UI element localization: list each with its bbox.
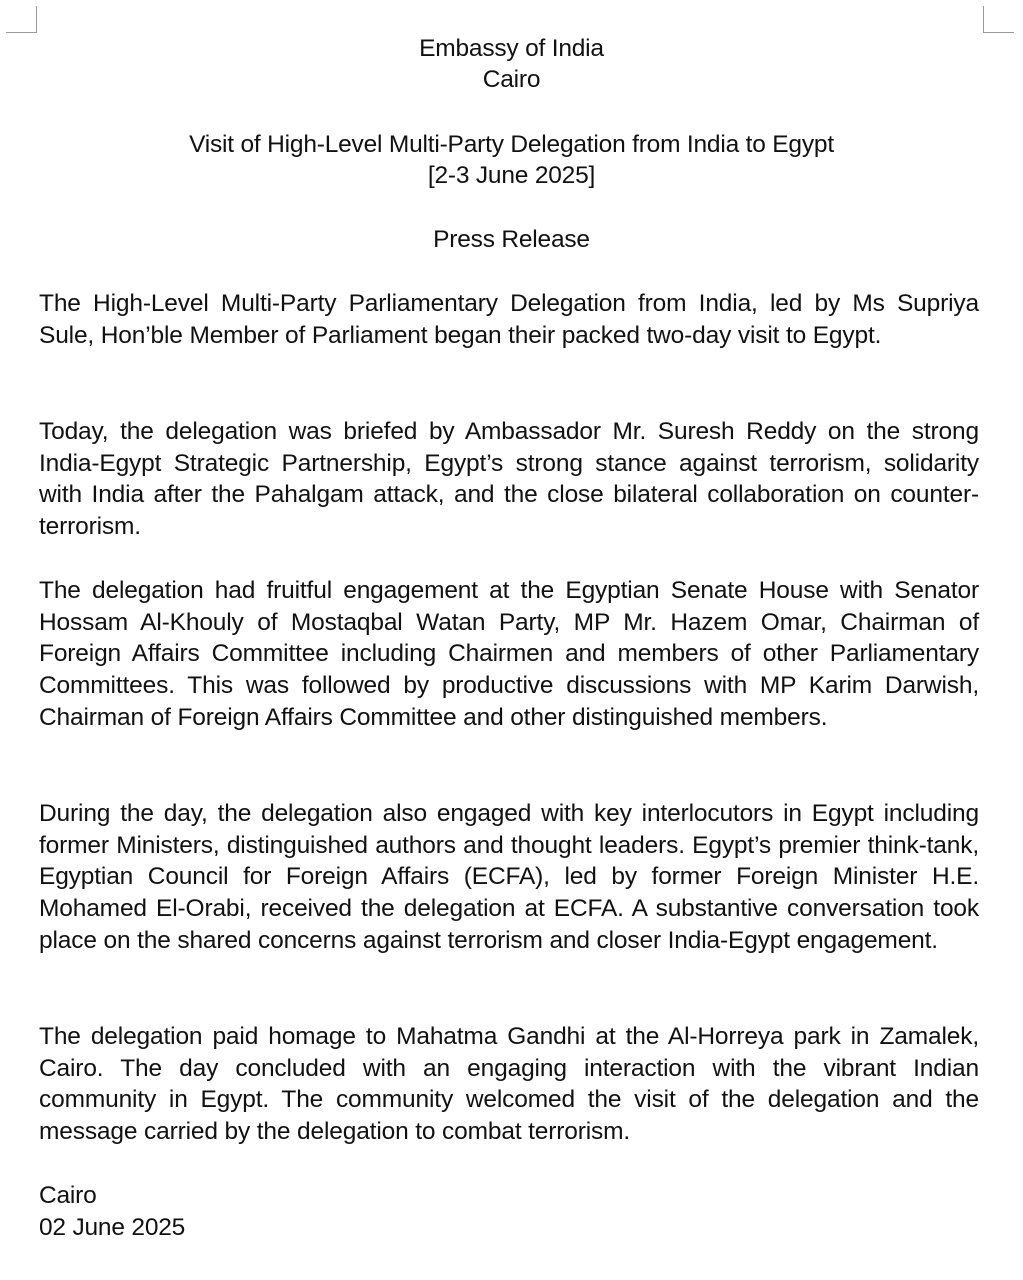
release-type-label: Press Release: [433, 226, 590, 253]
body-paragraph-1: The High-Level Multi-Party Parliamentary Delegation from India, led by Ms Supriya Sule, Hon’ble Member of Parliament began their packed two-day visit to Egypt.: [39, 290, 979, 349]
letterhead: [0, 33, 1023, 95]
body-paragraph-3: The delegation had fruitful engagement at the Egyptian Senate House with Senator Hossam Al-Khouly of Mostaqbal Watan Party, MP Mr. Hazem Omar, Chairman of Foreign Affairs Committee including Chairmen and members of other Parliamentary Committees. This was followed by productive discussions with MP Karim Darwish, Chairman of Foreign Affairs Committee and other distinguished members.: [39, 577, 979, 731]
release-type: [0, 224, 1023, 255]
signoff-place: Cairo: [39, 1182, 97, 1209]
signoff: [39, 1180, 185, 1243]
crop-mark-top-right: [983, 6, 1014, 33]
title-line: Visit of High-Level Multi-Party Delegation from India to Egypt: [189, 131, 834, 158]
body-paragraph-4: During the day, the delegation also engaged with key interlocutors in Egypt including former Ministers, distinguished authors and thought leaders. Egypt’s premier think-tank, Egyptian Council for Foreign Affairs (ECFA), led by former Foreign Minister H.E. Mohamed El-Orabi, received the delegation at ECFA. A substantive conversation took place on the shared concerns against terrorism and closer India-Egypt engagement.: [39, 800, 979, 954]
document-title: [0, 129, 1023, 191]
signoff-date: 02 June 2025: [39, 1213, 186, 1241]
body-paragraph-5: The delegation paid homage to Mahatma Gandhi at the Al-Horreya park in Zamalek, Cairo. The day concluded with an engaging interaction with the vibrant Indian community in Egypt. The community welcomed the visit of the delegation and the message carried by the delegation to combat terrorism.: [39, 1023, 979, 1146]
organization-city: Cairo: [482, 66, 541, 93]
title-dates: [2-3 June 2025]: [427, 162, 596, 189]
body-paragraph-2: Today, the delegation was briefed by Ambassador Mr. Suresh Reddy on the strong India-Egypt Strategic Partnership, Egypt’s strong stance against terrorism, solidarity with India after the Pahalgam attack, and the close bilateral collaboration on counter-terrorism.: [39, 418, 979, 541]
crop-mark-top-left: [6, 6, 37, 33]
organization-name: Embassy of India: [419, 35, 604, 62]
